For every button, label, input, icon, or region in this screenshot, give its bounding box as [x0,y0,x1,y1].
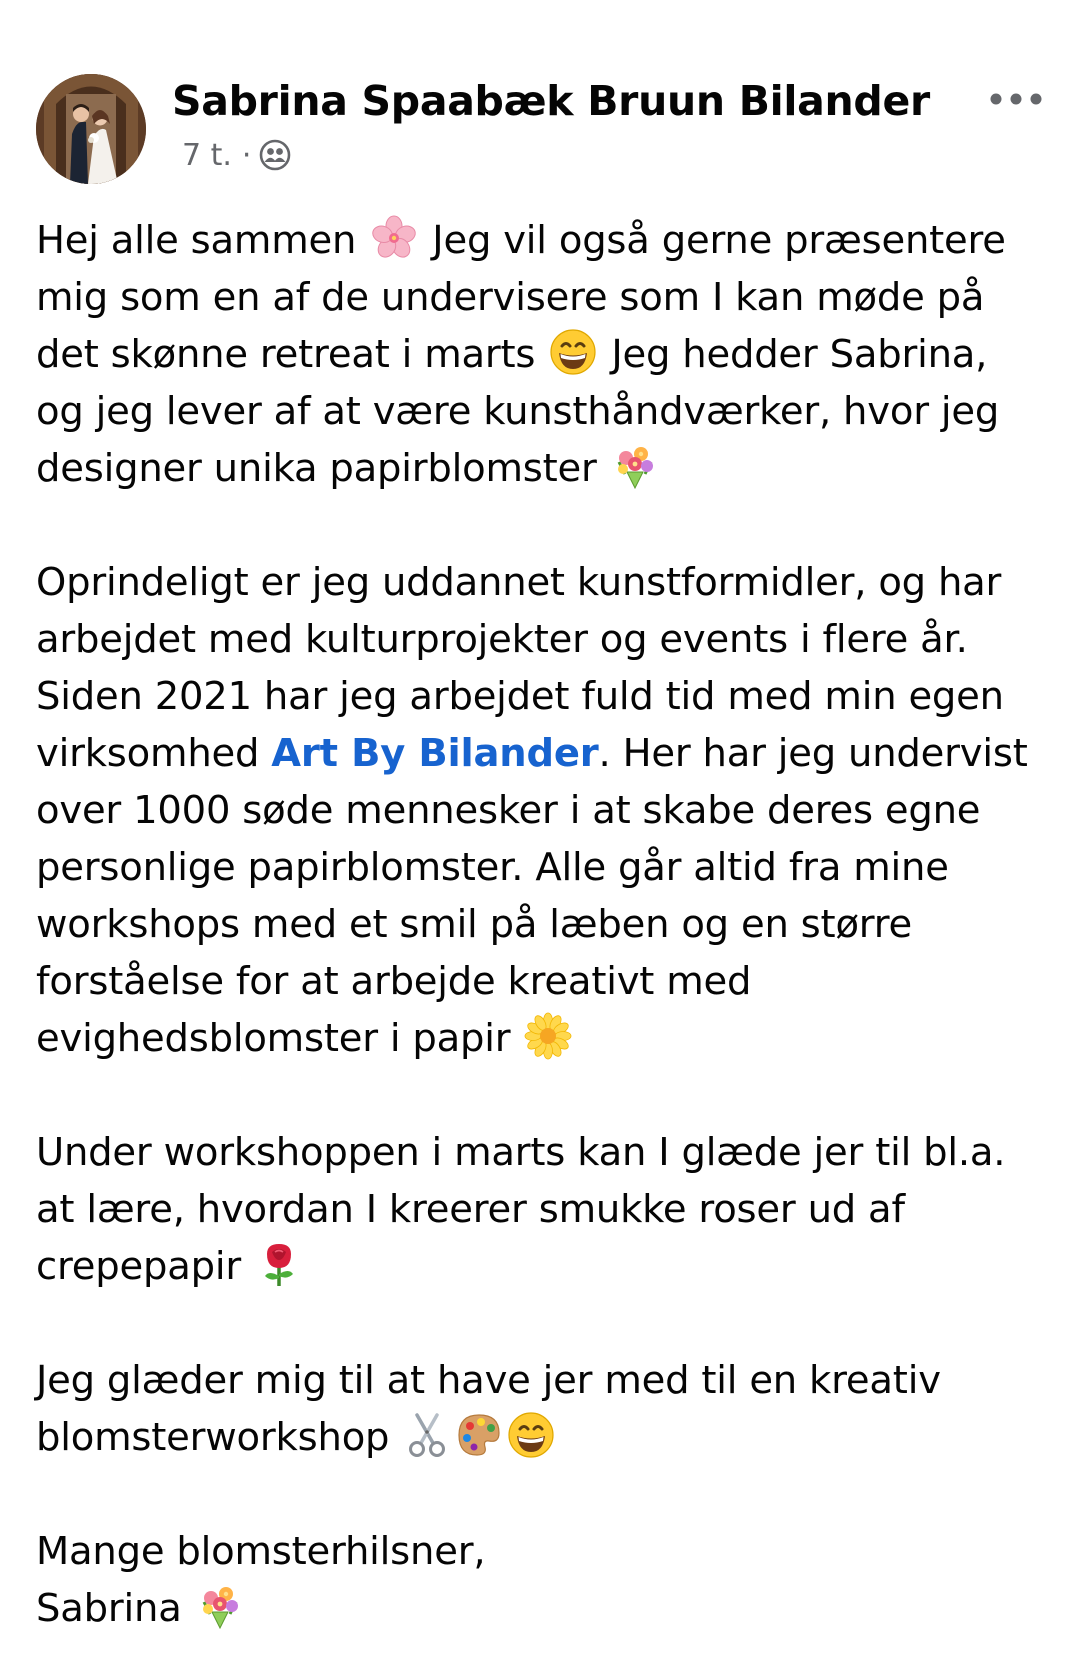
text-segment: evighedsblomster i papir [36,1016,523,1061]
cherry-blossom-icon [370,214,418,262]
post-text-line [36,668,1066,725]
post-text-line [36,326,1066,383]
scissors-icon [403,1411,451,1459]
post-text-line [36,839,1066,896]
post-header [36,74,1046,186]
text-segment: Siden 2021 har jeg arbejdet fuld tid med min egen [36,674,1004,719]
post-text-line [36,212,1066,269]
post-text-line [36,782,1066,839]
post-text-line [36,1010,1066,1067]
post-text-line [36,440,1066,497]
post-text-line [36,269,1066,326]
post-text-line [36,383,1066,440]
page-link[interactable]: Art By Bilander [271,731,599,776]
text-segment: det skønne retreat i marts [36,332,548,377]
more-options-icon [989,91,1043,110]
post-paragraph [36,212,1066,497]
more-options-button[interactable] [986,80,1046,120]
post-text-line [36,1580,1066,1637]
post-paragraph [36,1352,1066,1466]
blossom-icon [524,1012,572,1060]
friends-icon[interactable] [259,139,291,171]
text-segment: Jeg hedder Sabrina, [599,332,988,377]
post-body [36,212,1066,1637]
text-segment: over 1000 søde mennesker i at skabe deres egne [36,788,981,833]
post-text-line [36,611,1066,668]
bouquet-icon [196,1582,244,1630]
post-text-line [36,554,1066,611]
text-segment: workshops med et smil på læben og en større [36,902,913,947]
post-text-line [36,725,1066,782]
text-segment: personlige papirblomster. Alle går altid fra mine [36,845,949,890]
text-segment: . Her har jeg undervist [598,731,1028,776]
grinning-face-icon [549,328,597,376]
post-meta [182,138,291,172]
bouquet-icon [611,442,659,490]
text-segment: blomsterworkshop [36,1415,402,1460]
post-text-line [36,1409,1066,1466]
text-segment: Sabrina [36,1586,194,1631]
grinning-face-icon [507,1411,555,1459]
post-text-line [36,1238,1066,1295]
text-segment: designer unika papirblomster [36,446,609,491]
post-text-line [36,953,1066,1010]
text-segment: at lære, hvordan I kreerer smukke roser ud af [36,1187,905,1232]
post-text-line [36,1523,1066,1580]
post-paragraph [36,1523,1066,1637]
text-segment: mig som en af de undervisere som I kan møde på [36,275,985,320]
text-segment: forståelse for at arbejde kreativt med [36,959,752,1004]
text-segment: Jeg vil også gerne præsentere [420,218,1006,263]
text-segment: og jeg lever af at være kunsthåndværker, hvor jeg [36,389,1000,434]
author-avatar[interactable] [36,74,146,184]
text-segment: Oprindeligt er jeg uddannet kunstformidler, og har [36,560,1002,605]
post-paragraph [36,554,1066,1067]
post-paragraph [36,1124,1066,1295]
post-time[interactable]: 7 t. [182,137,232,173]
author-name[interactable]: Sabrina Spaabæk Bruun Bilander [172,77,930,125]
post-text-line [36,896,1066,953]
text-segment: Hej alle sammen [36,218,369,263]
text-segment: virksomhed [36,731,272,776]
rose-icon [255,1240,303,1288]
text-segment: arbejdet med kulturprojekter og events i flere år. [36,617,968,662]
text-segment: Under workshoppen i marts kan I glæde jer til bl.a. [36,1130,1006,1175]
post-text-line [36,1352,1066,1409]
post-text-line [36,1124,1066,1181]
text-segment: Jeg glæder mig til at have jer med til en kreativ [36,1358,941,1403]
text-segment: Mange blomsterhilsner, [36,1529,486,1574]
meta-separator: · [241,137,252,173]
text-segment: crepepapir [36,1244,253,1289]
artist-palette-icon [455,1411,503,1459]
post-text-line [36,1181,1066,1238]
